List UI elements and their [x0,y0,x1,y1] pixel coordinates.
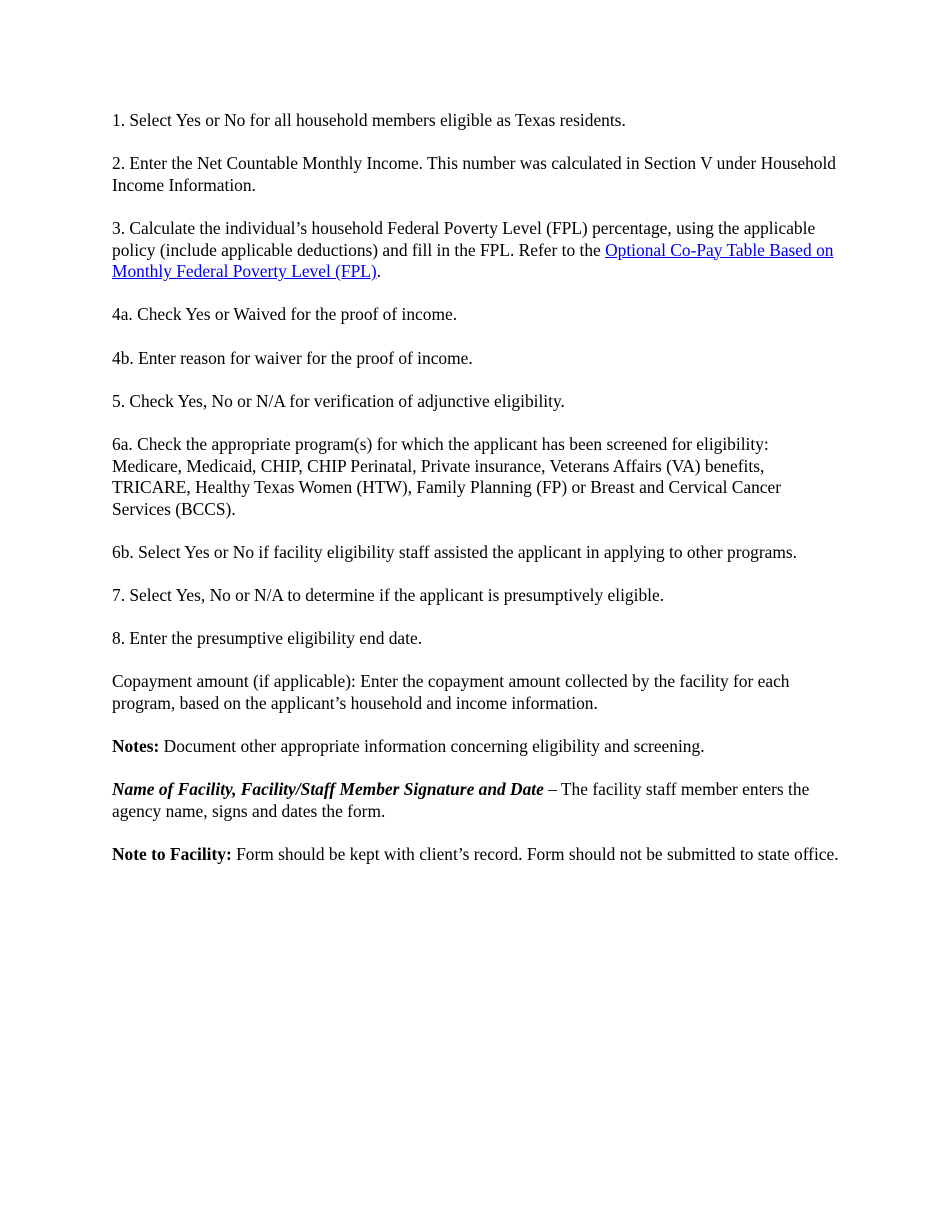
instruction-item-1: 1. Select Yes or No for all household members eligible as Texas residents. [112,110,626,130]
instruction-item-6b: 6b. Select Yes or No if facility eligibility staff assisted the applicant in applying to other programs. [112,541,798,562]
copayment-instruction: Copayment amount (if applicable): Enter the copayment amount collected by the facility for each program, based on the applicant’s household and income information. [112,671,790,714]
notes-label: Notes: [112,736,160,757]
instructions-page [112,110,842,887]
signature-instruction [112,779,842,822]
signature-text: – The facility staff member enters the agency name, signs and dates the form. [112,779,810,821]
instruction-item-6a: 6a. Check the appropriate program(s) for which the applicant has been screened for eligibility: Medicare, Medicaid, CHIP, CHIP Perinatal, Private insurance, Veterans Affairs (VA) benefits, TRICARE, Healthy Texas Women (HTW), Family Planning (FP) or Breast and Cervical Cancer Services (BCCS). [112,433,782,519]
note-to-facility-instruction [112,844,842,866]
optional-copay-table-link[interactable]: Optional Co-Pay Table Based on Monthly Federal Poverty Level (FPL) [112,239,834,282]
instruction-item-3 [112,218,842,283]
instruction-item-3-text: 3. Calculate the individual’s household Federal Poverty Level (FPL) percentage, using the applicable policy (include applicable deductions) and fill in the FPL. Refer to the [112,217,816,260]
note-to-facility-text: Form should be kept with client’s record. Form should not be submitted to state office. [231,844,839,865]
instruction-item-2: 2. Enter the Net Countable Monthly Income. This number was calculated in Section V under Household Income Information. [112,153,836,195]
notes-text: Document other appropriate information concerning eligibility and screening. [159,736,705,757]
instruction-item-7: 7. Select Yes, No or N/A to determine if the applicant is presumptively eligible. [112,585,665,606]
instruction-item-8: 8. Enter the presumptive eligibility end date. [112,628,423,649]
instruction-item-4b: 4b. Enter reason for waiver for the proof of income. [112,347,473,368]
note-to-facility-label: Note to Facility: [112,844,232,865]
instruction-item-5: 5. Check Yes, No or N/A for verification of adjunctive eligibility. [112,390,565,411]
instruction-item-3-period: . [376,261,382,282]
signature-label: Name of Facility, Facility/Staff Member Signature and Date [112,779,544,800]
notes-instruction [112,736,842,758]
instruction-item-4a: 4a. Check Yes or Waived for the proof of income. [112,304,458,325]
